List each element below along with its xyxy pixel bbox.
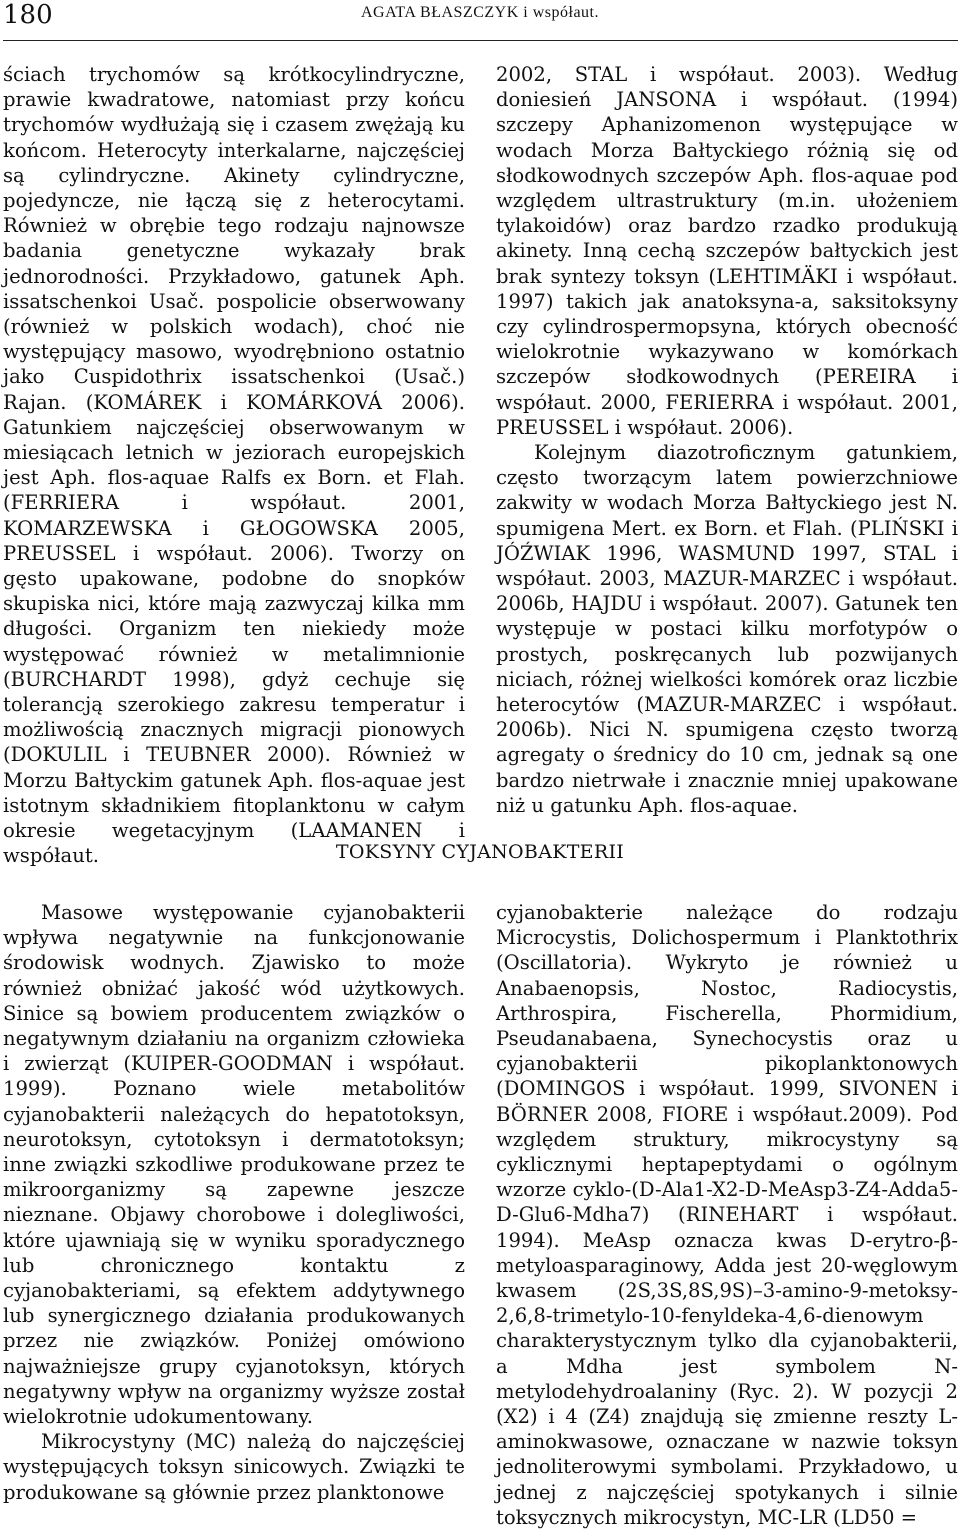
paragraph: Masowe występowanie cyjanobakterii wpływa negatywnie na funkcjonowanie środowisk wodnych. Zjawisko to może również obniżać jakość wód użytkowych. Sinice są bowiem producentem związków o negatywnym działaniu na organizm człowieka i zwierząt (KUIPER-GOODMAN i współaut. 1999). Poznano wiele metabolitów cyjanobakterii należących do hepatotoksyn, neurotoksyn, cytotoksyn i dermatotoksyn; inne związki szkodliwe produkowane przez te mikroorganizmy są zapewne jeszcze nieznane. Objawy chorobowe i dolegliwości, które ujawniają się w wyniku sporadycznego lub chronicznego kontaktu z cyjanobakteriami, są efektem addytywnego lub synergicznego działania produkowanych przez nie związków. Poniżej omówiono najważniejsze grupy cyjanotoksyn, których negatywny wpływ na organizmy wyższe został wielokrotnie udokumentowany.: [3, 901, 465, 1429]
paragraph: Mikrocystyny (MC) należą do najczęściej występujących toksyn sinicowych. Związki te produkowane są głównie przez planktonowe: [3, 1430, 465, 1504]
page-header: [0, 0, 960, 40]
column-left-top: [3, 62, 465, 869]
running-head: AGATA BŁASZCZYK i współaut.: [361, 4, 599, 21]
column-left-bottom: [3, 900, 465, 1505]
paragraph: Kolejnym diazotroficznym gatunkiem, często tworzącym latem powierzchniowe zakwity w wodach Morza Bałtyckiego jest N. spumigena Mert. ex Born. et Flah. (PLIŃSKI i JÓŹWIAK 1996, WASMUND 1997, STAL i współaut. 2003, MAZUR-MARZEC i współaut. 2006b, HAJDU i współaut. 2007). Gatunek ten występuje w postaci kilku morfotypów o prostych, poskręcanych lub pozwijanych niciach, różnej wielkości komórek oraz liczbie heterocytów (MAZUR-MARZEC i współaut. 2006b). Nici N. spumigena często tworzą agregaty o średnicy do 10 cm, jednak są one bardzo nietrwałe i znacznie mniej upakowane niż u gatunku Aph. flos-aquae.: [496, 441, 958, 817]
header-rule: [3, 40, 958, 41]
paragraph: ściach trychomów są krótkocylindryczne, prawie kwadratowe, natomiast przy końcu trychomów wydłużają się i czasem zwężają ku końcom. Heterocyty interkalarne, najczęściej są cylindryczne. Akinety cylindryczne, pojedyncze, nie łączą się z heterocytami. Również w obrębie tego rodzaju najnowsze badania genetyczne wykazały brak jednorodności. Przykładowo, gatunek Aph. issatschenkoi Usač. pospolicie obserwowany (również w polskich wodach), choć nie występujący masowo, wyodrębniono ostatnio jako Cuspidothrix issatschenkoi (Usač.) Rajan. (KOMÁREK i KOMÁRKOVÁ 2006). Gatunkiem najczęściej obserwowanym w miesiącach letnich w jeziorach europejskich jest Aph. flos-aquae Ralfs ex Born. et Flah. (FERRIERA i współaut. 2001, KOMARZEWSKA i GŁOGOWSKA 2005, PREUSSEL i współaut. 2006). Tworzy on gęsto upakowane, podobne do snopków skupiska nici, które mają zazwyczaj kilka mm długości. Organizm ten niekiedy może występować również w metalimnionie (BURCHARDT 1998), gdyż cechuje się tolerancją szerokiego zakresu temperatur i możliwością znacznych migracji pionowych (DOKULIL i TEUBNER 2000). Również w Morzu Bałtyckim gatunek Aph. flos-aquae jest istotnym składnikiem fitoplanktonu w całym okresie wegetacyjnym (LAAMANEN i współaut.: [3, 63, 465, 868]
paragraph: 2002, STAL i współaut. 2003). Według doniesień JANSONA i współaut. (1994) szczepy Aphanizomenon występujące w wodach Morza Bałtyckiego różnią się od słodkowodnych szczepów Aph. flos-aquae pod względem ultrastruktury (m.in. ułożeniem tylakoidów) oraz bardzo rzadko produkują akinety. Inną cechą szczepów bałtyckich jest brak syntezy toksyn (LEHTIMÄKI i współaut. 1997) takich jak anatoksyna-a, saksitoksyny czy cylindrospermopsyna, których obecność wielokrotnie wykazywano w komórkach szczepów słodkowodnych (PEREIRA i współaut. 2000, FERIERRA i współaut. 2001, PREUSSEL i współaut. 2006).: [496, 63, 958, 439]
column-right-top: [496, 62, 958, 818]
column-right-bottom: [496, 900, 958, 1530]
section-title: TOKSYNY CYJANOBAKTERII: [335, 841, 625, 863]
paragraph: cyjanobakterie należące do rodzaju Microcystis, Dolichospermum i Planktothrix (Oscillatoria). Wykryto je również u Anabaenopsis, Nostoc, Radiocystis, Arthrospira, Fischerella, Phormidium, Pseudanabaena, Synechocystis oraz u cyjanobakterii pikoplanktonowych (DOMINGOS i współaut. 1999, SIVONEN i BÖRNER 2008, FIORE i współaut.2009). Pod względem struktury, mikrocystyny są cyklicznymi heptapeptydami o ogólnym wzorze cyklo-(D-Ala1-X2-D-MeAsp3-Z4-Adda5-D-Glu6-Mdha7) (RINEHART i współaut. 1994). MeAsp oznacza kwas D-erytro-β-metyloasparaginowy, Adda jest 20-węglowym kwasem (2S,3S,8S,9S)–3-amino-9-metoksy-2,6,8-trimetylo-10-fenyldeka-4,6-dienowym charakterystycznym tylko dla cyjanobakterii, a Mdha jest symbolem N-metylodehydroalaniny (Ryc. 2). W pozycji 2 (X2) i 4 (Z4) znajdują się zmienne reszty L-aminokwasowe, oznaczane w nazwie toksyn jednoliterowymi symbolami. Przykładowo, u jednej z najczęściej spotykanych i silnie toksycznych mikrocystyn, MC-LR (LD50 =: [496, 901, 958, 1529]
page-number: 180: [3, 0, 53, 30]
